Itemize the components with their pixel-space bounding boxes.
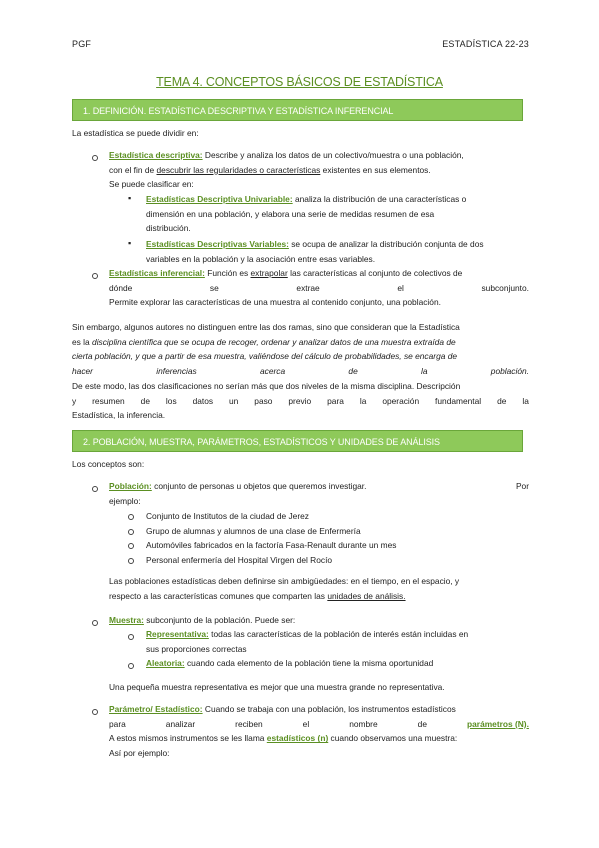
sub-bullet-variables: Estadísticas Descriptivas Variables: se ocupa de analizar la distribución conjunta de dos variables en la población y la asociación entre esas variables. [146,239,484,264]
page-title: TEMA 4. CONCEPTOS BÁSICOS DE ESTADÍSTICA [156,75,443,89]
section-2-intro: Los conceptos son: [72,459,145,469]
bullet-icon [128,529,134,535]
bullet-icon [128,543,134,549]
square-bullet-icon: ▪ [128,193,132,203]
sub-bullet-representativa: Representativa: todas las características de la población de interés están incluidas en sus proporciones correctas [146,629,469,654]
bullet-icon [128,663,134,669]
bullet-muestra: Muestra: subconjunto de la población. Puede ser: [109,615,296,625]
term-descriptiva: Estadística descriptiva: [109,150,203,160]
bullet-icon [92,620,98,626]
header-right: ESTADÍSTICA 22-23 [442,39,529,49]
bullet-icon [92,486,98,492]
bullet-icon [92,709,98,715]
muestra-note: Una pequeña muestra representativa es mejor que una muestra grande no representativa. [109,682,445,692]
paragraph-inferencia: Sin embargo, algunos autores no distinguen entre las dos ramas, sino que consideran que la Estadística es la disciplina científica que se ocupa de recoger, ordenar y analizar datos de una muestra extraída de cierta población, y que a partir de esa muestra, valiéndose del cálculo de probabilidades, se encarga de hacer inferencias acerca de la población. De este modo, las dos clasificaciones no serían más que dos niveles de la misma disciplina. Descripción y resumen de los datos un paso previo para la operación fundamental de la Estadística, la inferencia. [72,322,529,421]
bullet-icon [92,155,98,161]
bullet-descriptiva: Estadística descriptiva: Describe y analiza los datos de un colectivo/muestra o una población, con el fin de descubrir las regularidades o características existentes en sus elementos. Se puede clasificar en: [109,150,464,190]
section-1-intro: La estadística se puede dividir en: [72,128,199,138]
bullet-icon [128,514,134,520]
sub-bullet-univariable: Estadísticas Descriptiva Univariable: analiza la distribución de una características o dimensión en una población, y elabora una serie de medidas resumen de esa distribución. [146,194,467,234]
square-bullet-icon: ▪ [128,238,132,248]
poblacion-note: Las poblaciones estadísticas deben definirse sin ambigüedades: en el tiempo, en el espacio, y respecto a las características comunes que comparten las unidades de análisis. [109,576,460,601]
bullet-icon [128,558,134,564]
sub-bullet-aleatoria: Aleatoria: cuando cada elemento de la población tiene la misma oportunidad [146,658,434,668]
bullet-icon [92,273,98,279]
header-left: PGF [72,39,92,49]
section-2-heading: 2. POBLACIÓN, MUESTRA, PARÁMETROS, ESTADÍSTICOS Y UNIDADES DE ANÁLISIS [72,430,523,452]
bullet-inferencial: Estadísticas inferencial: Función es extrapolar las características al conjunto de colectivos de dónde se extrae el subconjunto. Permite explorar las características de una muestra al contenido conjunto, una población. [109,268,529,308]
bullet-parametro: Parámetro/ Estadístico: Cuando se trabaja con una población, los instrumentos estadísticos para analizar reciben el nombre de parámetros (N). A estos mismos instrumentos se les llama estadísticos (n) cuando observamos una muestra: Así por ejemplo: [109,704,529,759]
bullet-icon [128,634,134,640]
section-1-heading: 1. DEFINICIÓN. ESTADÍSTICA DESCRIPTIVA Y ESTADÍSTICA INFERENCIAL [72,99,523,121]
bullet-poblacion: Población: conjunto de personas u objetos que queremos investigar. Por ejemplo: [109,481,529,506]
